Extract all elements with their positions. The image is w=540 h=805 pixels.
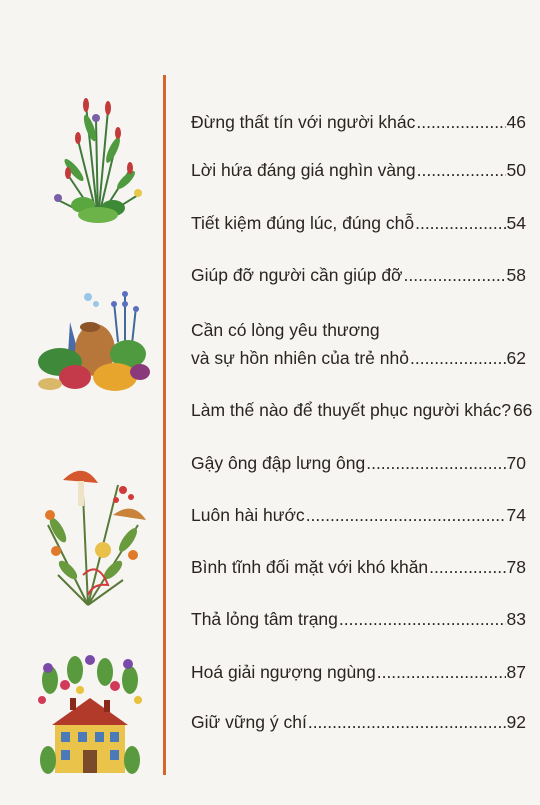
toc-page-number: 46 [506, 112, 526, 132]
toc-entry-title: Tiết kiệm đúng lúc, đúng chỗ [191, 213, 415, 233]
toc-entry[interactable] [191, 158, 526, 182]
toc-entry[interactable] [191, 555, 526, 579]
still-life-vase-icon [30, 282, 155, 397]
mushroom-bouquet-icon [28, 455, 156, 615]
toc-entry-title: Thả lỏng tâm trạng [191, 609, 338, 629]
leader-dots [366, 451, 505, 475]
toc-entry[interactable] [191, 660, 526, 684]
toc-page-number: 50 [506, 160, 526, 180]
toc-page-number: 70 [506, 453, 526, 473]
toc-entry-title: Giữ vững ý chí [191, 712, 307, 732]
toc-entry[interactable] [191, 503, 526, 527]
leader-dots [306, 503, 506, 527]
toc-page-number: 62 [506, 348, 526, 368]
leader-dots [404, 263, 506, 287]
toc-page-number: 78 [506, 557, 526, 577]
toc-entry-title: Đừng thất tín với người khác [191, 112, 416, 132]
toc-entry[interactable] [191, 263, 526, 287]
toc-entry-title: Luôn hài hước [191, 505, 305, 525]
leader-dots [415, 211, 505, 235]
leader-dots [429, 555, 505, 579]
leader-dots [416, 110, 505, 134]
orange-vertical-rule [163, 75, 166, 775]
toc-entry-title: và sự hồn nhiên của trẻ nhỏ [191, 348, 409, 368]
leader-dots [308, 710, 506, 734]
toc-entry-title: Gậy ông đập lưng ông [191, 453, 366, 473]
toc-entry[interactable] [191, 211, 526, 235]
toc-entry[interactable] [191, 398, 533, 422]
toc-page-number: 54 [506, 213, 526, 233]
leader-dots [377, 660, 506, 684]
toc-page-number: 87 [506, 662, 526, 682]
toc-page-number: 58 [506, 265, 526, 285]
toc-page-number: 92 [506, 712, 526, 732]
flower-house-icon [30, 650, 150, 780]
toc-entry-title: Bình tĩnh đối mặt với khó khăn [191, 557, 429, 577]
toc-entry[interactable] [191, 451, 526, 475]
toc-entry-title: Hoá giải ngượng ngùng [191, 662, 376, 682]
toc-entry[interactable] [191, 110, 526, 134]
toc-page-number: 83 [506, 609, 526, 629]
leader-dots [339, 607, 506, 631]
toc-entry-title: Lời hứa đáng giá nghìn vàng [191, 160, 416, 180]
toc-entry[interactable] [191, 607, 526, 631]
wildflower-bouquet-icon [38, 80, 158, 230]
leader-dots [417, 158, 506, 182]
toc-page-number: 66 [512, 400, 533, 420]
toc-entry-title: Giúp đỡ người cần giúp đỡ [191, 265, 403, 285]
toc-page-number: 74 [506, 505, 526, 525]
toc-entry-title: Làm thế nào để thuyết phục người khác? [191, 400, 511, 420]
toc-entry[interactable] [191, 346, 526, 370]
leader-dots [410, 346, 506, 370]
toc-entry-title-line1: Cần có lòng yêu thương [191, 320, 380, 340]
toc-entry[interactable] [191, 710, 526, 734]
